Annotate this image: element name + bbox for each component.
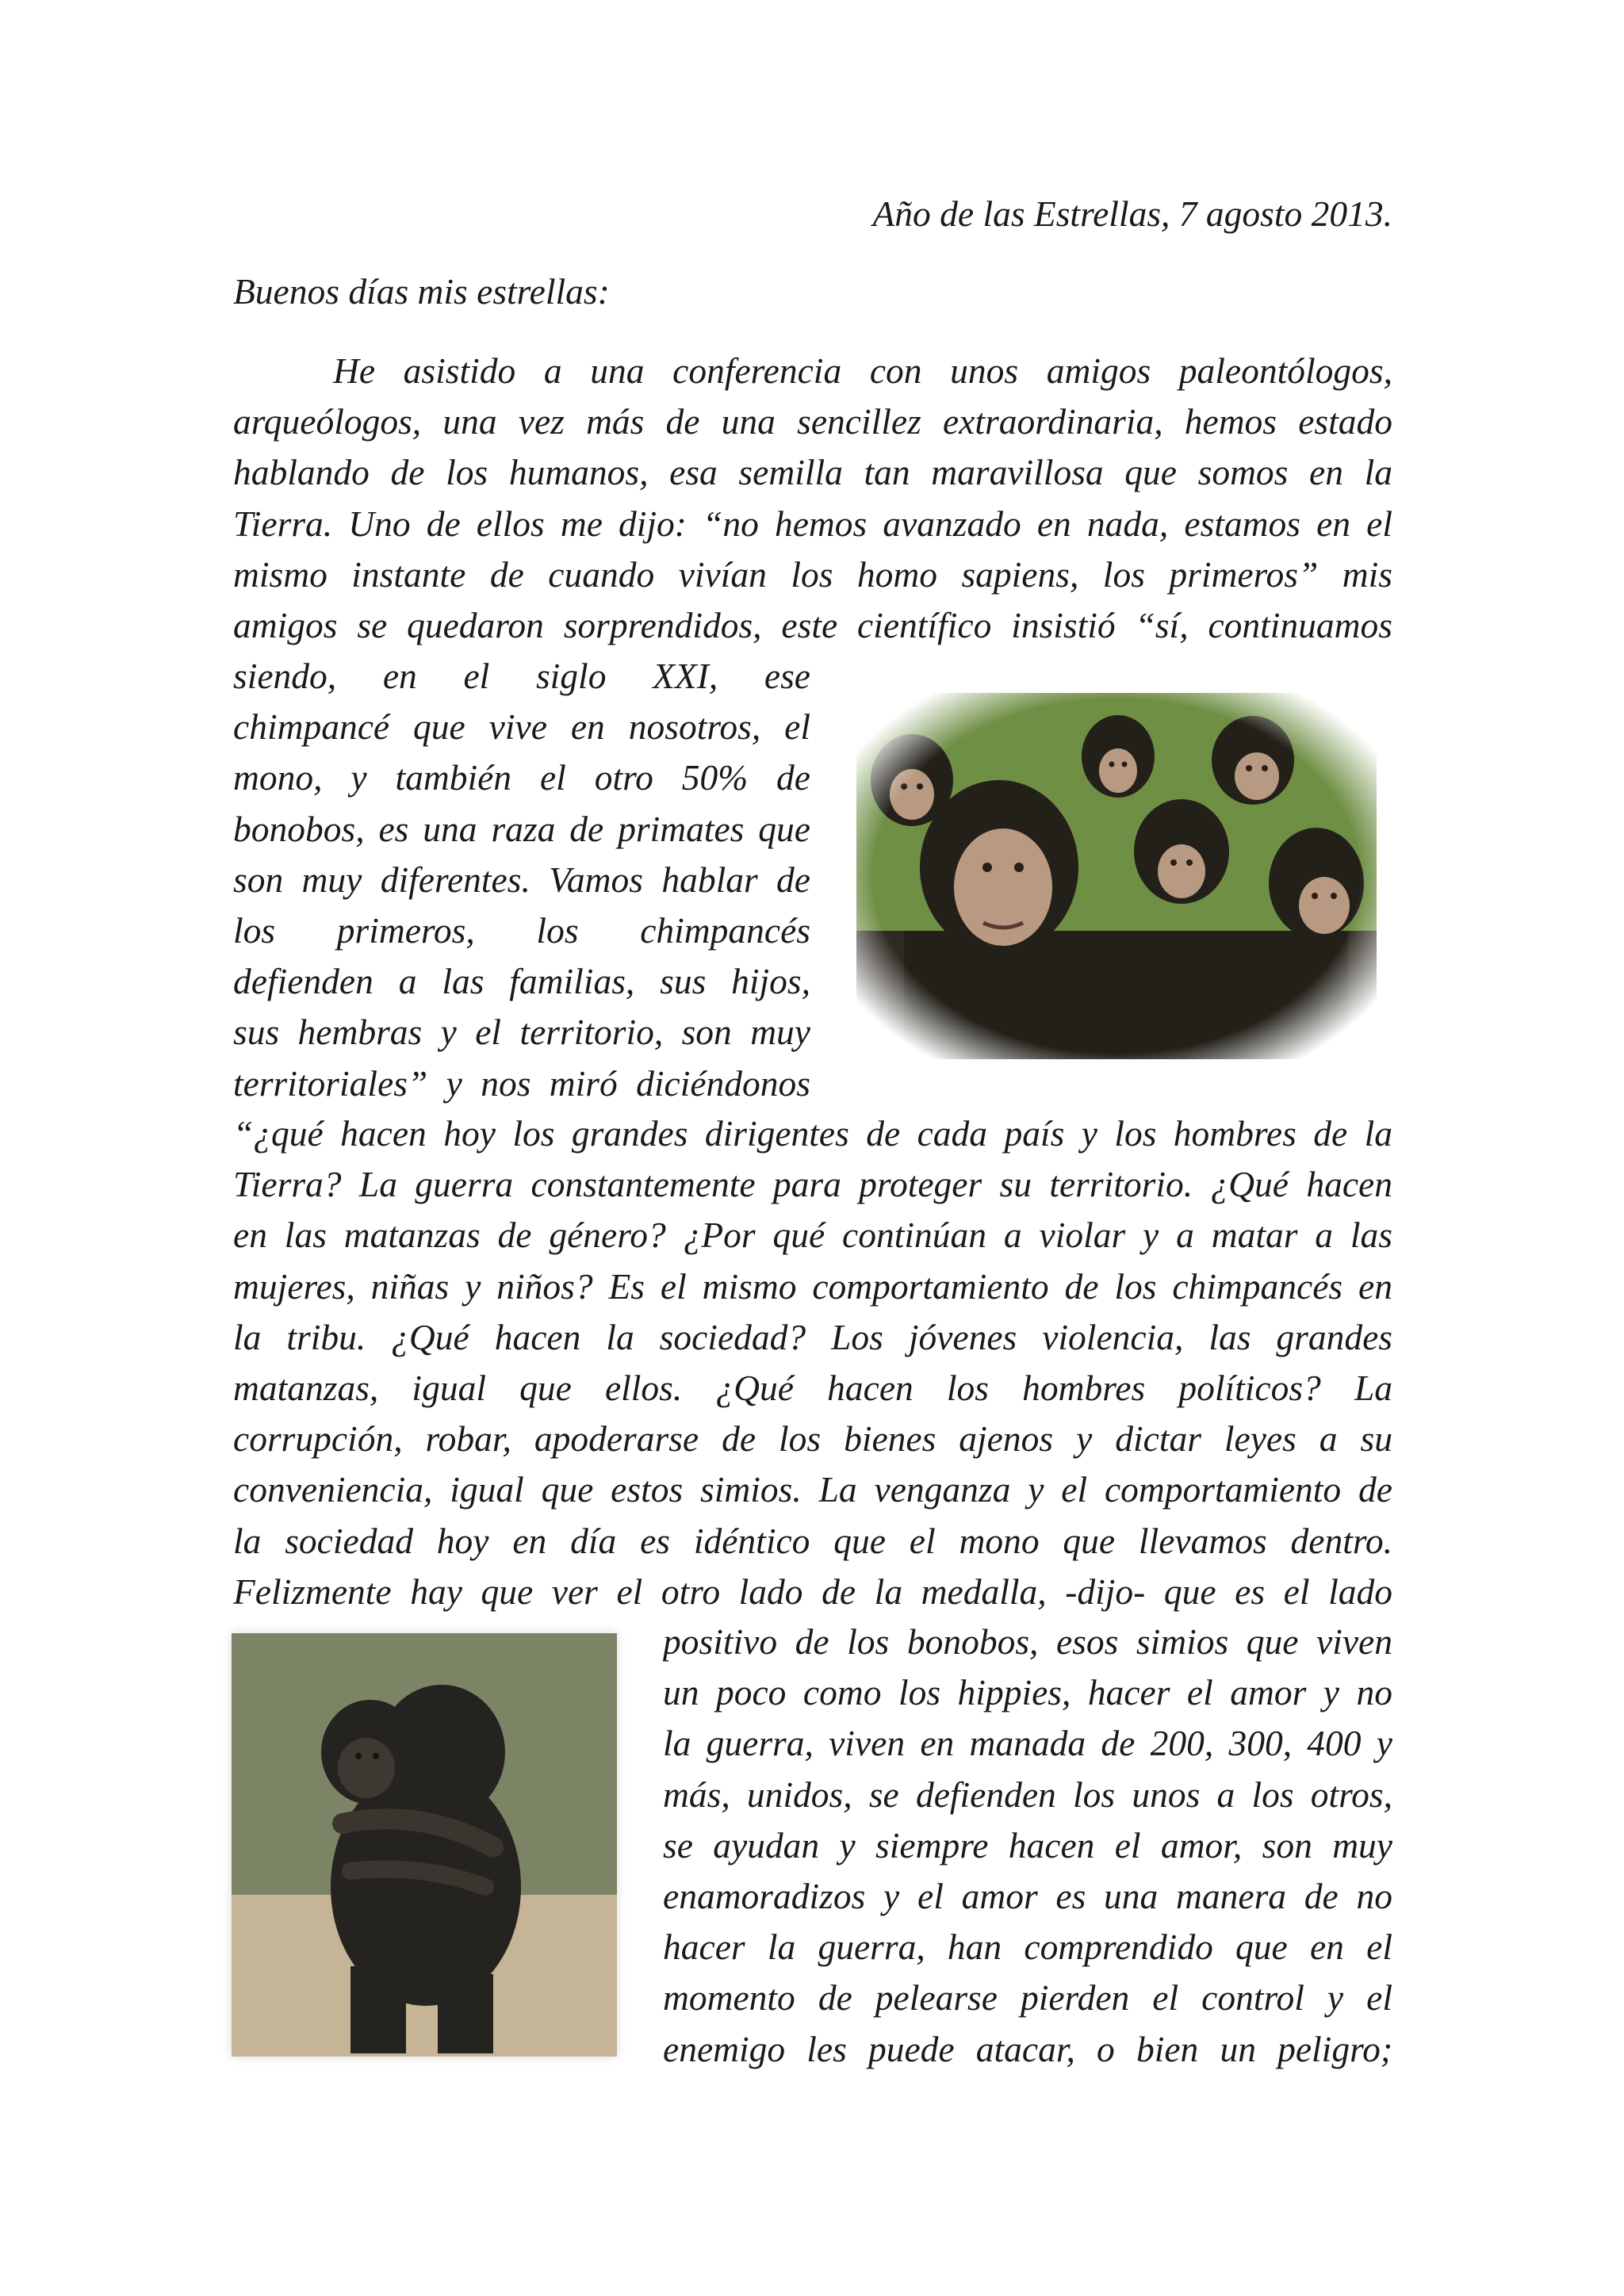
text-line: mono, y también el otro 50% de — [233, 757, 810, 798]
text-line: Tierra. Uno de ellos me dijo: “no hemos avanzado en nada, estamos en el — [233, 503, 1392, 544]
text-line: positivo de los bonobos, esos simios que viven — [663, 1621, 1392, 1662]
text-line: momento de pelearse pierden el control y el — [663, 1977, 1392, 2019]
text-line: hacer la guerra, han comprendido que en el — [663, 1927, 1392, 1968]
text-line: arqueólogos, una vez más de una sencillez extraordinaria, hemos estado — [233, 401, 1392, 442]
text-line: enamoradizos y el amor es una manera de no — [663, 1875, 1392, 1916]
text-line: siendo, en el siglo XXI, ese — [233, 656, 810, 696]
text-line: más, unidos, se defienden los unos a los otros, — [663, 1774, 1392, 1815]
paragraph-1 — [233, 346, 1392, 651]
text-line: chimpancé que vive en nosotros, el — [233, 706, 810, 748]
text-line: corrupción, robar, apoderarse de los bienes ajenos y dictar leyes a su — [233, 1418, 1392, 1460]
wrapped-text-bonobos — [663, 1617, 1392, 2075]
text-line: He asistido a una conferencia con unos amigos paleontólogos, — [333, 350, 1392, 391]
wrapped-text-chimpanzees — [233, 651, 810, 1109]
bonobos-hugging-photo — [232, 1633, 617, 2057]
text-line: la tribu. ¿Qué hacen la sociedad? Los jóvenes violencia, las grandes — [233, 1316, 1392, 1357]
text-line: mismo instante de cuando vivían los homo sapiens, los primeros” mis — [233, 553, 1392, 595]
text-line: un poco como los hippies, hacer el amor y no — [663, 1672, 1392, 1713]
text-line: la guerra, viven en manada de 200, 300, 400 y — [663, 1723, 1392, 1764]
letter-date: Año de las Estrellas, 7 agosto 2013. — [872, 193, 1392, 234]
text-line: mujeres, niñas y niños? Es el mismo comportamiento de los chimpancés en — [233, 1265, 1392, 1307]
chimpanzees-photo — [856, 693, 1377, 1059]
paragraph-2 — [233, 1108, 1392, 1617]
text-line: hablando de los humanos, esa semilla tan maravillosa que somos en la — [233, 452, 1392, 493]
text-line: conveniencia, igual que estos simios. La venganza y el comportamiento de — [233, 1469, 1392, 1510]
text-line: Tierra? La guerra constantemente para proteger su territorio. ¿Qué hacen — [233, 1164, 1392, 1205]
text-line: la sociedad hoy en día es idéntico que el mono que llevamos dentro. — [233, 1520, 1392, 1561]
letter-greeting: Buenos días mis estrellas: — [233, 271, 610, 312]
text-line: se ayudan y siempre hacen el amor, son muy — [663, 1824, 1392, 1866]
text-line: defienden a las familias, sus hijos, — [233, 961, 810, 1002]
text-line: sus hembras y el territorio, son muy — [233, 1012, 810, 1053]
text-line: matanzas, igual que ellos. ¿Qué hacen los hombres políticos? La — [233, 1367, 1392, 1408]
text-line: territoriales” y nos miró diciéndonos — [233, 1062, 810, 1104]
text-line: enemigo les puede atacar, o bien un peligro; — [663, 2028, 1392, 2069]
text-line: “¿qué hacen hoy los grandes dirigentes de cada país y los hombres de la — [233, 1113, 1392, 1154]
text-line: en las matanzas de género? ¿Por qué continúan a violar y a matar a las — [233, 1215, 1392, 1256]
text-line: bonobos, es una raza de primates que — [233, 808, 810, 849]
text-line: amigos se quedaron sorprendidos, este científico insistió “sí, continuamos — [233, 604, 1392, 645]
text-line: Felizmente hay que ver el otro lado de la medalla, -dijo- que es el lado — [233, 1571, 1392, 1612]
text-line: los primeros, los chimpancés — [233, 909, 810, 951]
text-line: son muy diferentes. Vamos hablar de — [233, 859, 810, 900]
